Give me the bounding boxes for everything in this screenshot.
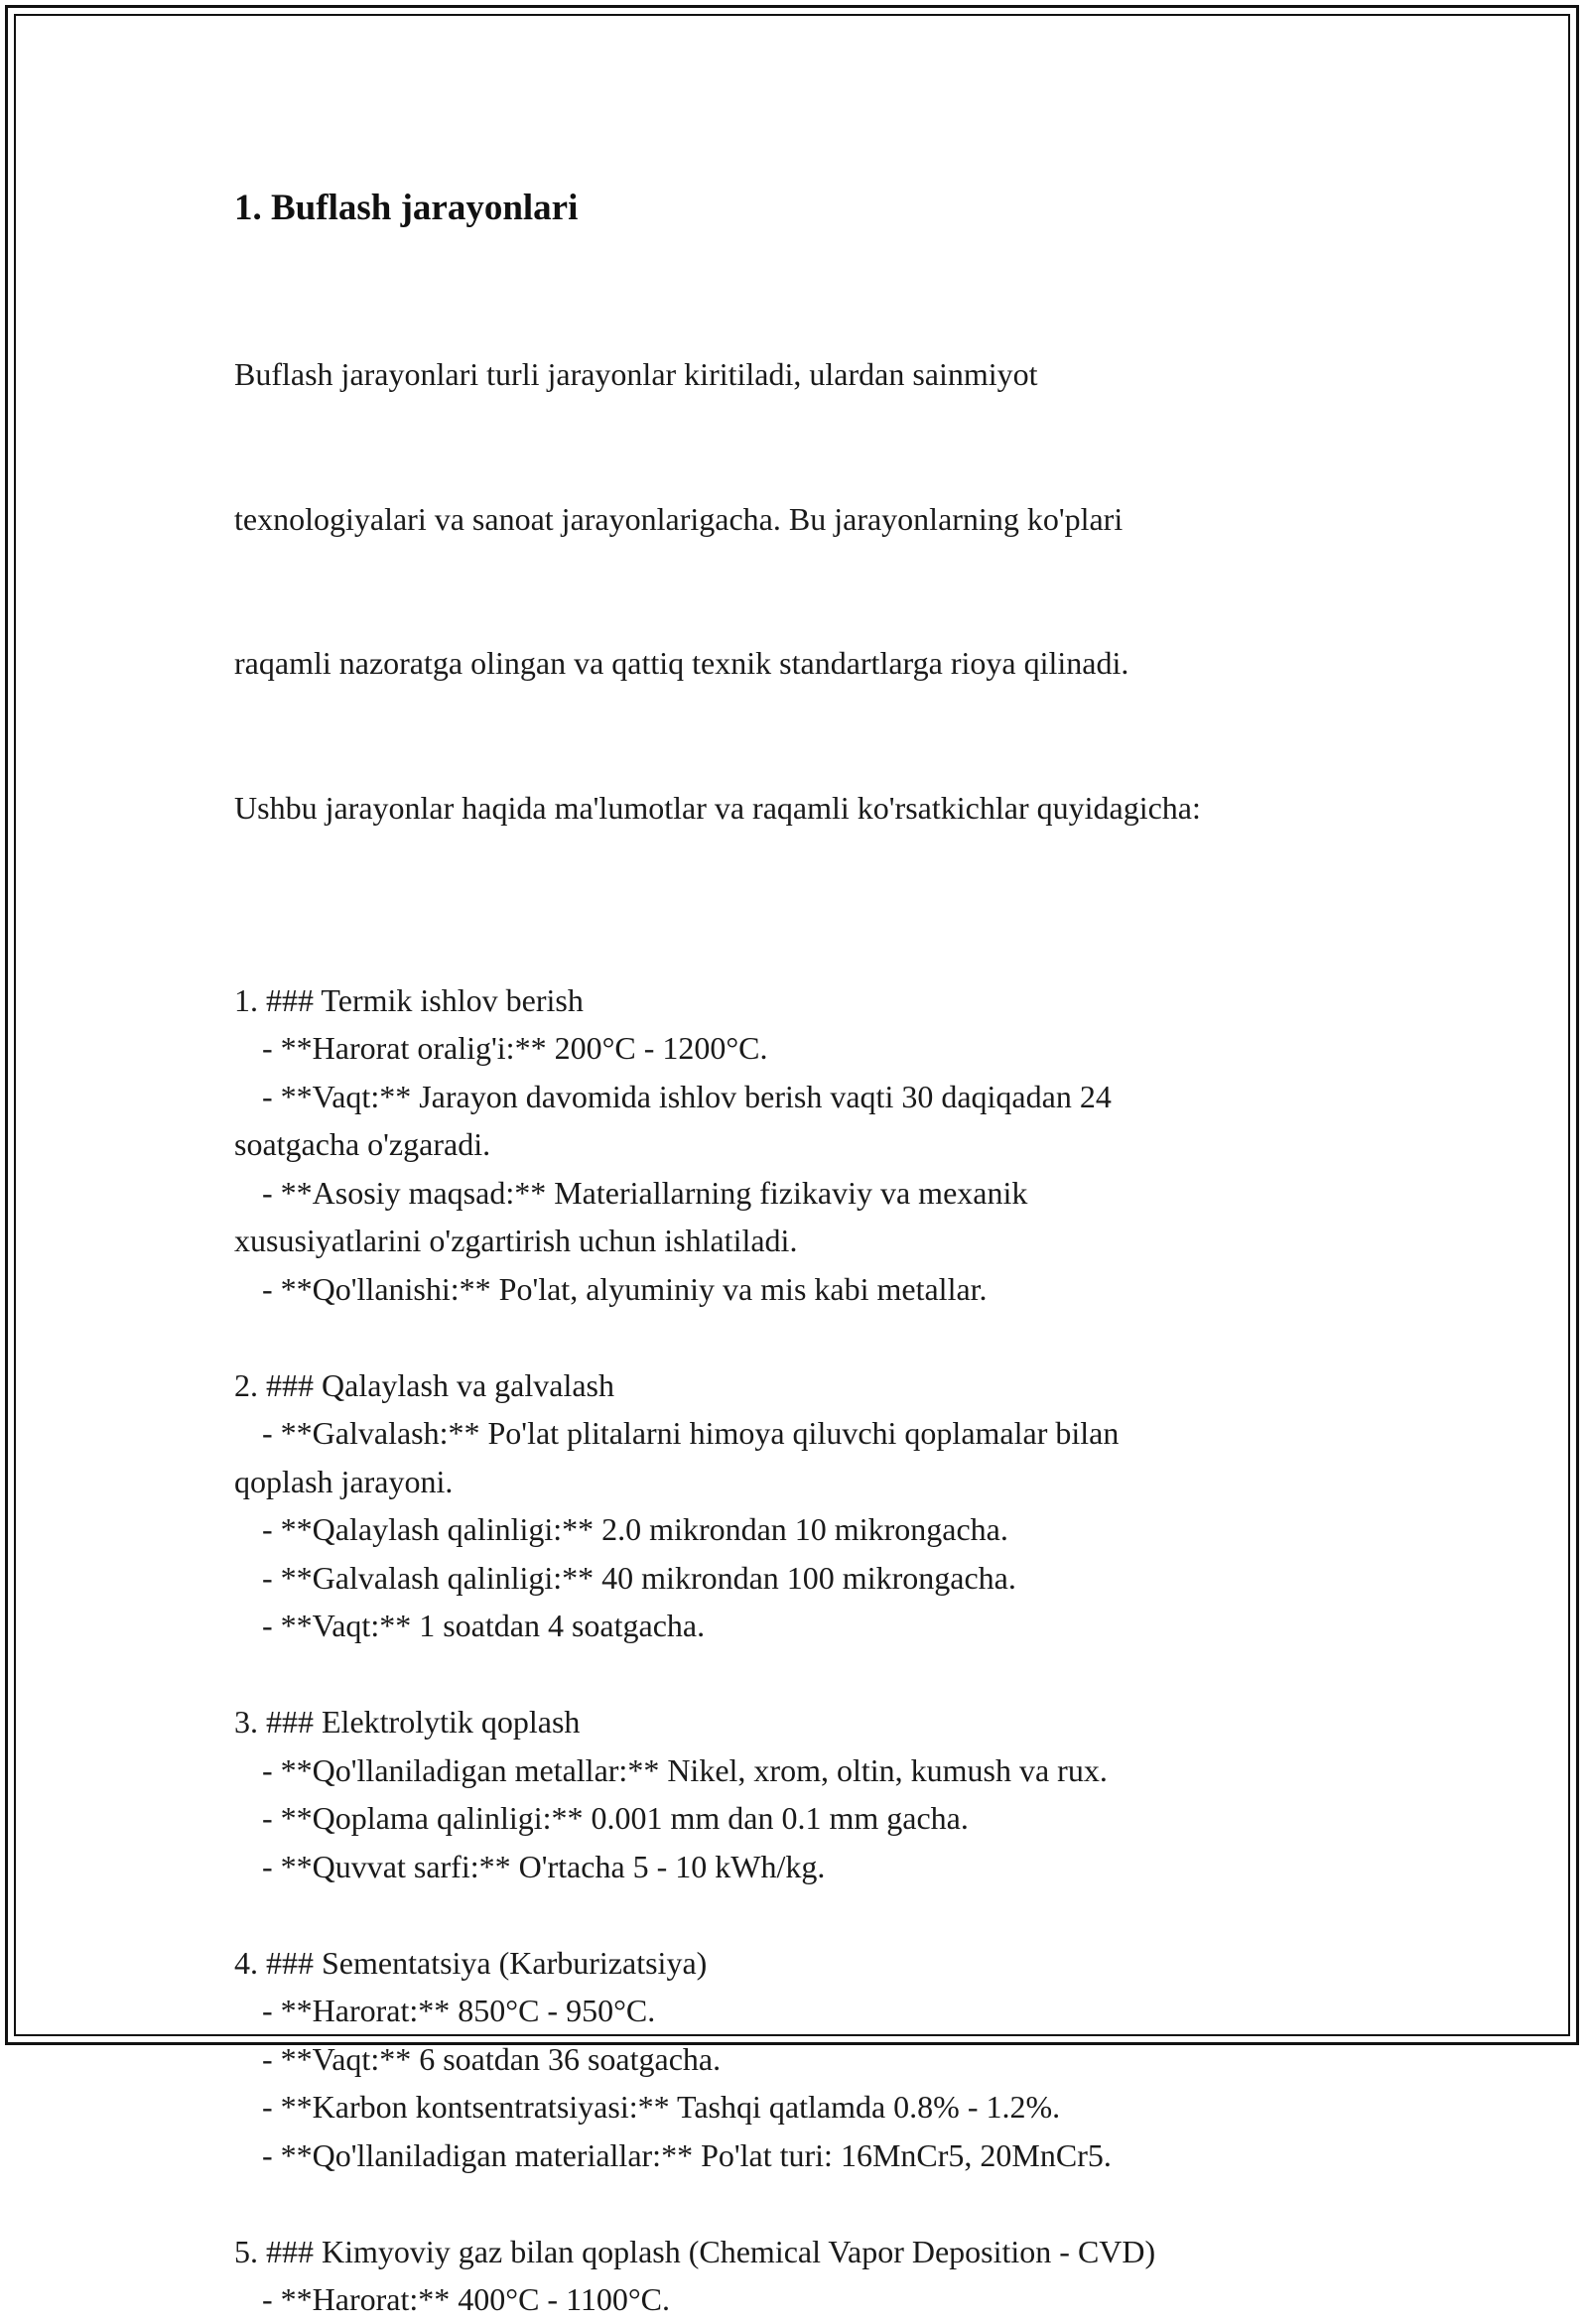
section-line: - **Harorat oralig'i:** 200°C - 1200°C. [262,1030,768,1066]
section-heading: 1. ### Termik ishlov berish [234,981,584,1018]
section-qalaylash-va-galvalash [234,1361,1395,1650]
section-line: - **Galvalash qalinligi:** 40 mikrondan 100 mikrongacha. [262,1559,1016,1596]
intro-line: texnologiyalari va sanoat jarayonlarigacha. Bu jarayonlarning ko'plari [234,500,1124,537]
section-line: soatgacha o'zgaradi. [234,1126,491,1162]
section-termik-ishlov-berish [234,976,1395,1314]
section-line: - **Qo'llaniladigan materiallar:** Po'lat turi: 16MnCr5, 20MnCr5. [262,2136,1112,2173]
section-line: - **Qoplama qalinligi:** 0.001 mm dan 0.1 mm gacha. [262,1800,969,1836]
section-line: - **Vaqt:** 1 soatdan 4 soatgacha. [262,1608,706,1643]
spacer [234,1313,1395,1361]
section-line: - **Karbon kontsentratsiyasi:** Tashqi qatlamda 0.8% - 1.2%. [262,2089,1061,2125]
section-kimyoviy-gaz-qoplash [234,2228,1395,2324]
section-line: - **Qo'llanishi:** Po'lat, alyuminiy va mis kabi metallar. [262,1270,988,1307]
spacer [234,1890,1395,1939]
spacer [234,2179,1395,2228]
section-line: - **Quvvat sarfi:** O'rtacha 5 - 10 kWh/kg. [262,1848,826,1884]
intro-line: raqamli nazoratga olingan va qattiq texnik standartlarga rioya qilinadi. [234,645,1129,681]
section-heading: 2. ### Qalaylash va galvalash [234,1366,614,1403]
section-heading: 4. ### Sementatsiya (Karburizatsiya) [234,1944,708,1981]
section-line: - **Qo'llaniladigan metallar:** Nikel, xrom, oltin, kumush va rux. [262,1751,1108,1788]
document-body [234,185,1395,2324]
section-line: xususiyatlarini o'zgartirish uchun ishlatiladi. [234,1223,798,1258]
section-line: - **Asosiy maqsad:** Materiallarning fizikaviy va mexanik [262,1174,1028,1211]
section-line: - **Qalaylash qalinligi:** 2.0 mikrondan 10 mikrongacha. [262,1511,1008,1547]
section-line: - **Harorat:** 850°C - 950°C. [262,1993,656,2028]
intro-line: Ushbu jarayonlar haqida ma'lumotlar va raqamli ko'rsatkichlar quyidagicha: [234,789,1201,826]
section-line: - **Vaqt:** Jarayon davomida ishlov berish vaqti 30 daqiqadan 24 [262,1078,1112,1114]
section-line: - **Vaqt:** 6 soatdan 36 soatgacha. [262,2040,722,2077]
section-line: qoplash jarayoni. [234,1463,454,1499]
section-sementatsiya [234,1939,1395,2180]
intro-line: Buflash jarayonlari turli jarayonlar kiritiladi, ulardan sainmiyot [234,356,1038,392]
section-elektrolytik-qoplash [234,1698,1395,1890]
section-heading: 3. ### Elektrolytik qoplash [234,1704,581,1740]
spacer [234,928,1395,976]
section-line: - **Harorat:** 400°C - 1100°C. [262,2281,671,2317]
section-line: - **Galvalash:** Po'lat plitalarni himoya qiluvchi qoplamalar bilan [262,1415,1120,1451]
spacer [234,1650,1395,1699]
document-title: 1. Buflash jarayonlari [234,188,579,228]
section-heading: 5. ### Kimyoviy gaz bilan qoplash (Chemical Vapor Deposition - CVD) [234,2233,1156,2269]
intro-paragraph [234,254,1395,928]
